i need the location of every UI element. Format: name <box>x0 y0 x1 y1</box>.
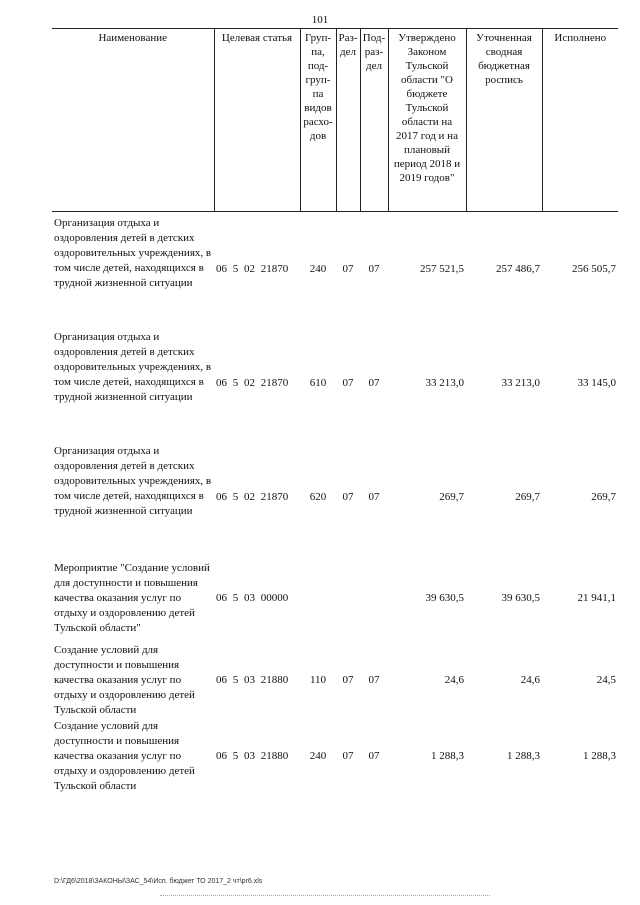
scan-artifact-divider <box>160 895 490 897</box>
cell-name: Создание условий для доступности и повышения качества оказания услуг по отдыху и оздоровлению детей Тульской области <box>54 719 195 792</box>
cell-executed: 256 505,7 <box>572 262 616 275</box>
table-row <box>52 440 618 554</box>
cell-executed: 269,7 <box>591 490 616 503</box>
cell-code: 06 5 02 21870 <box>216 490 289 503</box>
cell-subsection: 07 <box>368 490 380 503</box>
cell-approved: 24,6 <box>444 673 464 686</box>
cell-group: 620 <box>309 490 327 503</box>
cell-code: 06 5 03 21880 <box>216 749 289 762</box>
header-name: Наименование <box>52 29 214 212</box>
cell-subsection: 07 <box>368 749 380 762</box>
cell-name: Организация отдыха и оздоровления детей в детских оздоровительных учреждениях, в том числе детей, находящихся в трудной жизненной ситуации <box>54 445 212 517</box>
cell-code: 06 5 02 21870 <box>216 376 289 389</box>
cell-section: 07 <box>342 262 354 275</box>
header-subsection: Под-раз-дел <box>360 29 388 212</box>
cell-subsection: 07 <box>368 376 380 389</box>
header-revised: Уточненная сводная бюджетная роспись <box>466 29 542 212</box>
cell-section: 07 <box>342 490 354 503</box>
cell-approved: 269,7 <box>439 490 464 503</box>
cell-approved: 39 630,5 <box>425 591 464 604</box>
cell-group: 240 <box>309 749 327 762</box>
header-section: Раз-дел <box>336 29 360 212</box>
cell-group: 610 <box>309 376 327 389</box>
header-target-article: Целевая статья <box>214 29 300 212</box>
header-executed: Исполнено <box>542 29 618 212</box>
table-row <box>52 212 618 327</box>
budget-table <box>52 28 618 794</box>
cell-executed: 21 941,1 <box>577 591 616 604</box>
header-row <box>52 29 618 212</box>
cell-approved: 257 521,5 <box>420 262 464 275</box>
cell-revised: 39 630,5 <box>501 591 540 604</box>
cell-name: Организация отдыха и оздоровления детей в детских оздоровительных учреждениях, в том числе детей, находящихся в трудной жизненной ситуации <box>54 331 212 403</box>
table-row <box>52 718 618 794</box>
cell-subsection: 07 <box>368 262 380 275</box>
cell-section: 07 <box>342 376 354 389</box>
cell-group: 240 <box>309 262 327 275</box>
cell-revised: 24,6 <box>520 673 540 686</box>
cell-approved: 33 213,0 <box>425 376 464 389</box>
cell-executed: 33 145,0 <box>577 376 616 389</box>
header-expense-group: Груп-па, под-груп-па видов расхо-дов <box>300 29 336 212</box>
table-row <box>52 326 618 440</box>
header-approved: Утверждено Законом Тульской области "О бюджете Тульской области на 2017 год и на плановый период 2018 и 2019 годов" <box>388 29 466 212</box>
cell-group <box>300 554 336 642</box>
file-path-footer: D:\ГД6\2018\ЗАКОНЫ\ЗАС_54\Исп. бюджет ТО 2017_2 чт\pr6.xls <box>54 878 263 885</box>
table-row <box>52 642 618 718</box>
page-number: 101 <box>311 14 329 26</box>
cell-revised: 33 213,0 <box>501 376 540 389</box>
cell-code: 06 5 02 21870 <box>216 262 289 275</box>
cell-revised: 1 288,3 <box>507 749 540 762</box>
table-row <box>52 554 618 642</box>
cell-revised: 257 486,7 <box>496 262 540 275</box>
cell-executed: 1 288,3 <box>583 749 616 762</box>
cell-approved: 1 288,3 <box>431 749 464 762</box>
cell-subsection: 07 <box>368 673 380 686</box>
cell-section: 07 <box>342 749 354 762</box>
cell-executed: 24,5 <box>596 673 616 686</box>
cell-name: Мероприятие "Создание условий для доступности и повышения качества оказания услуг по отдыху и оздоровлению детей Тульской области" <box>54 561 210 634</box>
cell-name: Организация отдыха и оздоровления детей в детских оздоровительных учреждениях, в том числе детей, находящихся в трудной жизненной ситуации <box>54 217 212 289</box>
cell-code: 06 5 03 00000 <box>216 591 289 604</box>
cell-subsection <box>360 554 388 642</box>
cell-section <box>336 554 360 642</box>
cell-group: 110 <box>309 673 327 686</box>
cell-name: Создание условий для доступности и повышения качества оказания услуг по отдыху и оздоровлению детей Тульской области <box>54 643 195 716</box>
cell-section: 07 <box>342 673 354 686</box>
cell-revised: 269,7 <box>515 490 540 503</box>
cell-code: 06 5 03 21880 <box>216 673 289 686</box>
